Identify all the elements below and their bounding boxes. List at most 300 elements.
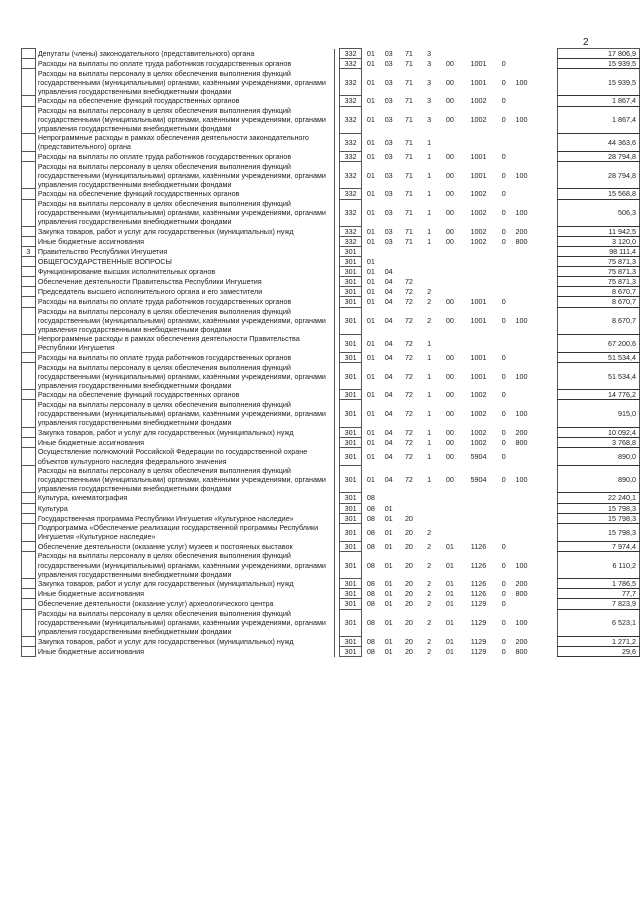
program-code: 71 bbox=[404, 226, 413, 236]
amount: 3 768,8 bbox=[557, 437, 639, 447]
program-code: 72 bbox=[404, 353, 413, 362]
main-activity-code: 00 bbox=[445, 427, 454, 437]
row-number bbox=[22, 162, 36, 189]
amount: 890,0 bbox=[557, 466, 639, 493]
subsection-code: 04 bbox=[384, 287, 393, 297]
direction-code: 1001 bbox=[470, 353, 487, 362]
expense-type-code: 200 bbox=[515, 427, 528, 437]
direction-code: 1129 bbox=[470, 599, 487, 609]
program-code: 71 bbox=[404, 49, 413, 58]
section-code: 01 bbox=[366, 170, 375, 180]
expense-type-code bbox=[512, 133, 532, 151]
expense-name: Закупка товаров, работ и услуг для государственных (муниципальных) нужд bbox=[35, 226, 334, 236]
column-gap bbox=[531, 427, 557, 437]
amount: 15 568,8 bbox=[557, 189, 639, 199]
program-code: 72 bbox=[404, 316, 413, 326]
direction-code: 1126 bbox=[470, 589, 487, 599]
program-code: 20 bbox=[404, 618, 413, 628]
program-code: 72 bbox=[404, 297, 413, 307]
main-activity-code bbox=[439, 257, 462, 267]
section-code: 01 bbox=[366, 152, 375, 162]
main-activity-code: 01 bbox=[445, 599, 454, 609]
table-row bbox=[22, 551, 640, 578]
column-gap bbox=[531, 599, 557, 609]
column-gap bbox=[531, 353, 557, 363]
subsection-code: 04 bbox=[384, 267, 393, 277]
main-activity-code bbox=[439, 334, 462, 352]
row-number bbox=[22, 152, 36, 162]
amount: 51 534,4 bbox=[557, 363, 639, 390]
direction-code bbox=[461, 493, 496, 503]
section-code: 01 bbox=[366, 371, 375, 381]
amount: 7 974,4 bbox=[557, 541, 639, 551]
section-code bbox=[362, 246, 379, 256]
row-number bbox=[22, 390, 36, 400]
direction-code: 1002 bbox=[470, 226, 487, 236]
program-code: 72 bbox=[404, 371, 413, 381]
expense-name: Непрограммные расходы в рамках обеспечения деятельности законодательного (представительного) органа bbox=[35, 133, 334, 151]
admin-code: 301 bbox=[339, 390, 362, 400]
expense-type-code bbox=[512, 390, 532, 400]
expense-type-code: 100 bbox=[515, 618, 528, 628]
direction-code bbox=[461, 287, 496, 297]
subsection-code: 01 bbox=[384, 513, 393, 523]
expense-type-code: 200 bbox=[515, 226, 528, 236]
subsection-code: 03 bbox=[384, 77, 393, 87]
expense-type-code bbox=[512, 152, 532, 162]
amount: 1 786,5 bbox=[557, 579, 639, 589]
admin-code: 332 bbox=[339, 106, 362, 133]
admin-code: 332 bbox=[339, 152, 362, 162]
admin-code: 301 bbox=[339, 427, 362, 437]
direction-code: 1129 bbox=[470, 646, 487, 656]
admin-code: 301 bbox=[339, 297, 362, 307]
subprogram-code: 1 bbox=[427, 427, 432, 437]
extra-code bbox=[496, 246, 512, 256]
table-row bbox=[22, 189, 640, 199]
table-row bbox=[22, 466, 640, 493]
subprogram-code bbox=[420, 513, 439, 523]
row-number bbox=[22, 503, 36, 513]
program-code: 71 bbox=[404, 236, 413, 246]
expense-type-code bbox=[512, 353, 532, 363]
program-code: 20 bbox=[404, 560, 413, 570]
row-number bbox=[22, 287, 36, 297]
direction-code bbox=[461, 257, 496, 267]
section-code: 01 bbox=[366, 474, 375, 484]
main-activity-code: 00 bbox=[445, 77, 454, 87]
column-gap bbox=[531, 246, 557, 256]
amount: 75 871,3 bbox=[557, 267, 639, 277]
program-code: 72 bbox=[404, 277, 413, 287]
expense-type-code: 800 bbox=[515, 437, 528, 447]
main-activity-code bbox=[439, 277, 462, 287]
column-gap bbox=[531, 447, 557, 465]
section-code: 01 bbox=[366, 137, 375, 147]
admin-code: 301 bbox=[339, 353, 362, 363]
row-number bbox=[22, 199, 36, 226]
admin-code: 301 bbox=[339, 363, 362, 390]
subprogram-code bbox=[420, 503, 439, 513]
main-activity-code: 01 bbox=[445, 618, 454, 628]
table-row bbox=[22, 69, 640, 96]
column-gap bbox=[531, 106, 557, 133]
subprogram-code bbox=[420, 277, 439, 287]
main-activity-code: 00 bbox=[445, 208, 454, 218]
expense-name: Председатель высшего исполнительного органа и его заместители bbox=[35, 287, 334, 297]
direction-code: 1129 bbox=[470, 618, 487, 628]
amount: 3 120,0 bbox=[557, 236, 639, 246]
extra-code: 0 bbox=[501, 636, 506, 646]
direction-code: 1002 bbox=[470, 208, 487, 218]
subprogram-code: 1 bbox=[427, 338, 432, 348]
section-code: 01 bbox=[366, 226, 375, 236]
subprogram-code: 3 bbox=[427, 115, 432, 125]
expense-name: Государственная программа Республики Ингушетия «Культурное наследие» bbox=[35, 513, 334, 523]
direction-code: 1001 bbox=[470, 59, 487, 69]
direction-code: 5904 bbox=[470, 474, 487, 484]
program-code: 71 bbox=[404, 96, 413, 106]
table-row bbox=[22, 199, 640, 226]
column-gap bbox=[531, 523, 557, 541]
row-number bbox=[22, 523, 36, 541]
row-number bbox=[22, 609, 36, 636]
admin-code: 301 bbox=[339, 437, 362, 447]
amount: 28 794,8 bbox=[557, 152, 639, 162]
row-number bbox=[22, 189, 36, 199]
subprogram-code: 1 bbox=[427, 152, 432, 162]
row-number bbox=[22, 297, 36, 307]
program-code: 72 bbox=[404, 474, 413, 484]
column-gap bbox=[531, 133, 557, 151]
expense-type-code: 200 bbox=[515, 579, 528, 589]
table-row bbox=[22, 390, 640, 400]
section-code: 01 bbox=[366, 316, 375, 326]
table-row bbox=[22, 363, 640, 390]
table-row bbox=[22, 523, 640, 541]
main-activity-code: 01 bbox=[445, 646, 454, 656]
expense-type-code: 100 bbox=[515, 560, 528, 570]
subsection-code: 01 bbox=[384, 541, 393, 551]
direction-code: 1001 bbox=[470, 371, 487, 381]
direction-code bbox=[461, 246, 496, 256]
program-code: 72 bbox=[404, 390, 413, 400]
table-row bbox=[22, 493, 640, 503]
expense-name: Расходы на выплаты персоналу в целях обеспечения выполнения функций государственными (муниципальными) органами, казёнными учреждениями, органами управления государственными внебюджетными фондами bbox=[35, 69, 334, 96]
expense-name: Расходы на выплаты по оплате труда работников государственных органов bbox=[35, 353, 334, 363]
admin-code: 332 bbox=[339, 236, 362, 246]
section-code: 01 bbox=[366, 338, 375, 348]
column-gap bbox=[531, 69, 557, 96]
table-row bbox=[22, 267, 640, 277]
direction-code bbox=[461, 267, 496, 277]
subprogram-code: 1 bbox=[427, 371, 432, 381]
section-code: 01 bbox=[366, 49, 375, 58]
row-number bbox=[22, 257, 36, 267]
table-row bbox=[22, 106, 640, 133]
admin-code: 301 bbox=[339, 334, 362, 352]
table-row bbox=[22, 297, 640, 307]
main-activity-code bbox=[439, 493, 462, 503]
extra-code: 0 bbox=[501, 152, 506, 162]
row-number bbox=[22, 236, 36, 246]
section-code: 08 bbox=[366, 527, 375, 537]
row-number bbox=[22, 427, 36, 437]
subsection-code: 04 bbox=[384, 451, 393, 461]
column-gap bbox=[531, 551, 557, 578]
extra-code: 0 bbox=[501, 589, 506, 599]
subsection-code: 03 bbox=[384, 115, 393, 125]
direction-code: 5904 bbox=[470, 451, 487, 461]
table-row bbox=[22, 579, 640, 589]
amount: 915,0 bbox=[557, 400, 639, 427]
program-code: 72 bbox=[404, 338, 413, 348]
row-number bbox=[22, 493, 36, 503]
expense-name: Расходы на выплаты персоналу в целях обеспечения выполнения функций государственными (муниципальными) органами, казёнными учреждениями, органами управления государственными внебюджетными фондами bbox=[35, 307, 334, 334]
direction-code: 1126 bbox=[470, 560, 487, 570]
main-activity-code: 00 bbox=[445, 115, 454, 125]
direction-code: 1001 bbox=[470, 297, 487, 307]
row-number bbox=[22, 541, 36, 551]
subsection-code: 03 bbox=[384, 226, 393, 236]
extra-code: 0 bbox=[501, 390, 506, 400]
expense-type-code: 800 bbox=[515, 589, 528, 599]
amount: 75 871,3 bbox=[557, 277, 639, 287]
main-activity-code bbox=[439, 49, 462, 59]
expense-name: Расходы на выплаты персоналу в целях обеспечения выполнения функций государственными (муниципальными) органами, казёнными учреждениями, органами управления государственными внебюджетными фондами bbox=[35, 400, 334, 427]
amount: 17 806,9 bbox=[557, 49, 639, 59]
admin-code: 301 bbox=[339, 277, 362, 287]
main-activity-code bbox=[439, 513, 462, 523]
main-activity-code: 00 bbox=[445, 236, 454, 246]
expense-type-code: 100 bbox=[515, 371, 528, 381]
direction-code: 1001 bbox=[470, 152, 487, 162]
amount: 15 798,3 bbox=[557, 523, 639, 541]
admin-code: 332 bbox=[339, 69, 362, 96]
admin-code: 332 bbox=[339, 96, 362, 106]
subsection-code: 01 bbox=[384, 560, 393, 570]
program-code: 72 bbox=[404, 427, 413, 437]
subprogram-code: 1 bbox=[427, 437, 432, 447]
extra-code: 0 bbox=[501, 427, 506, 437]
main-activity-code: 01 bbox=[445, 541, 454, 551]
extra-code: 0 bbox=[501, 371, 506, 381]
main-activity-code: 01 bbox=[445, 560, 454, 570]
table-row bbox=[22, 226, 640, 236]
subsection-code: 03 bbox=[384, 208, 393, 218]
extra-code: 0 bbox=[501, 226, 506, 236]
program-code bbox=[398, 493, 420, 503]
program-code: 71 bbox=[404, 189, 413, 199]
extra-code bbox=[496, 257, 512, 267]
subsection-code bbox=[379, 493, 398, 503]
amount: 51 534,4 bbox=[557, 353, 639, 363]
main-activity-code: 01 bbox=[445, 579, 454, 589]
direction-code: 1002 bbox=[470, 390, 487, 400]
subprogram-code: 1 bbox=[427, 353, 432, 362]
expense-type-code bbox=[512, 96, 532, 106]
column-gap bbox=[531, 162, 557, 189]
column-gap bbox=[531, 400, 557, 427]
row-number bbox=[22, 69, 36, 96]
extra-code: 0 bbox=[501, 96, 506, 106]
section-code: 08 bbox=[366, 636, 375, 646]
extra-code bbox=[496, 493, 512, 503]
amount: 6 110,2 bbox=[557, 551, 639, 578]
expense-type-code: 100 bbox=[515, 316, 528, 326]
expense-name: Расходы на выплаты персоналу в целях обеспечения выполнения функций государственными (муниципальными) органами, казёнными учреждениями, органами управления государственными внебюджетными фондами bbox=[35, 199, 334, 226]
direction-code: 1002 bbox=[470, 189, 487, 199]
expense-name: Расходы на выплаты по оплате труда работников государственных органов bbox=[35, 152, 334, 162]
expense-type-code bbox=[512, 257, 532, 267]
admin-code: 301 bbox=[339, 646, 362, 656]
subprogram-code: 1 bbox=[427, 409, 432, 419]
subprogram-code: 2 bbox=[427, 599, 432, 609]
subsection-code: 04 bbox=[384, 277, 393, 287]
budget-table bbox=[21, 48, 640, 657]
expense-type-code bbox=[512, 246, 532, 256]
table-row bbox=[22, 162, 640, 189]
subsection-code: 01 bbox=[384, 646, 393, 656]
row-number bbox=[22, 646, 36, 656]
extra-code: 0 bbox=[501, 437, 506, 447]
subprogram-code: 3 bbox=[427, 96, 432, 106]
column-gap bbox=[531, 363, 557, 390]
program-code: 71 bbox=[404, 137, 413, 147]
row-number bbox=[22, 96, 36, 106]
column-gap bbox=[531, 226, 557, 236]
amount: 67 200,6 bbox=[557, 334, 639, 352]
subprogram-code: 2 bbox=[427, 646, 432, 656]
expense-type-code bbox=[512, 447, 532, 465]
expense-name: Обеспечение деятельности (оказание услуг) археологического центра bbox=[35, 599, 334, 609]
table-row bbox=[22, 307, 640, 334]
expense-name: Иные бюджетные ассигнования bbox=[35, 646, 334, 656]
row-number bbox=[22, 599, 36, 609]
amount: 10 092,4 bbox=[557, 427, 639, 437]
amount: 8 670,7 bbox=[557, 287, 639, 297]
direction-code bbox=[461, 277, 496, 287]
admin-code: 301 bbox=[339, 267, 362, 277]
extra-code: 0 bbox=[501, 409, 506, 419]
main-activity-code: 00 bbox=[445, 96, 454, 106]
section-code: 01 bbox=[366, 257, 375, 267]
extra-code: 0 bbox=[501, 316, 506, 326]
amount: 44 363,6 bbox=[557, 133, 639, 151]
admin-code: 301 bbox=[339, 523, 362, 541]
section-code: 08 bbox=[366, 579, 375, 589]
program-code: 20 bbox=[404, 636, 413, 646]
amount: 8 670,7 bbox=[557, 307, 639, 334]
expense-type-code bbox=[512, 49, 532, 59]
subprogram-code: 3 bbox=[427, 77, 432, 87]
section-code: 08 bbox=[366, 599, 375, 609]
main-activity-code: 00 bbox=[445, 474, 454, 484]
program-code: 71 bbox=[404, 208, 413, 218]
amount: 14 776,2 bbox=[557, 390, 639, 400]
main-activity-code: 00 bbox=[445, 170, 454, 180]
extra-code bbox=[496, 49, 512, 59]
admin-code: 332 bbox=[339, 162, 362, 189]
program-code: 72 bbox=[404, 287, 413, 297]
column-gap bbox=[531, 437, 557, 447]
direction-code: 1001 bbox=[470, 77, 487, 87]
program-code bbox=[398, 246, 420, 256]
main-activity-code bbox=[439, 503, 462, 513]
table-row bbox=[22, 152, 640, 162]
main-activity-code: 00 bbox=[445, 451, 454, 461]
row-number bbox=[22, 307, 36, 334]
amount: 8 670,7 bbox=[557, 297, 639, 307]
subprogram-code: 3 bbox=[427, 49, 432, 58]
main-activity-code bbox=[439, 287, 462, 297]
section-code: 08 bbox=[366, 541, 375, 551]
expense-type-code bbox=[512, 599, 532, 609]
row-number bbox=[22, 267, 36, 277]
main-activity-code: 00 bbox=[445, 409, 454, 419]
admin-code: 301 bbox=[339, 503, 362, 513]
expense-type-code bbox=[512, 277, 532, 287]
main-activity-code: 00 bbox=[445, 226, 454, 236]
row-number bbox=[22, 277, 36, 287]
expense-type-code bbox=[512, 523, 532, 541]
expense-name: Подпрограмма «Обеспечение реализации государственной программы Республики Ингушетия «Культурное наследие» bbox=[35, 523, 334, 541]
admin-code: 301 bbox=[339, 541, 362, 551]
expense-name: Иные бюджетные ассигнования bbox=[35, 437, 334, 447]
row-number bbox=[22, 106, 36, 133]
column-gap bbox=[531, 189, 557, 199]
expense-name: Расходы на выплаты персоналу в целях обеспечения выполнения функций государственными (муниципальными) органами, казёнными учреждениями, органами управления государственными внебюджетными фондами bbox=[35, 609, 334, 636]
main-activity-code bbox=[439, 246, 462, 256]
column-gap bbox=[531, 579, 557, 589]
amount: 11 942,5 bbox=[557, 226, 639, 236]
expense-name: Иные бюджетные ассигнования bbox=[35, 589, 334, 599]
table-row bbox=[22, 437, 640, 447]
program-code: 71 bbox=[404, 170, 413, 180]
subsection-code: 04 bbox=[384, 371, 393, 381]
extra-code bbox=[496, 133, 512, 151]
subsection-code bbox=[379, 246, 398, 256]
admin-code: 301 bbox=[339, 551, 362, 578]
admin-code: 301 bbox=[339, 599, 362, 609]
subsection-code: 03 bbox=[384, 59, 393, 69]
admin-code: 301 bbox=[339, 636, 362, 646]
section-code: 01 bbox=[366, 390, 375, 400]
admin-code: 332 bbox=[339, 133, 362, 151]
extra-code: 0 bbox=[501, 579, 506, 589]
table-row bbox=[22, 353, 640, 363]
table-row bbox=[22, 646, 640, 656]
admin-code: 301 bbox=[339, 447, 362, 465]
expense-type-code: 100 bbox=[515, 115, 528, 125]
subprogram-code bbox=[420, 493, 439, 503]
subsection-code: 03 bbox=[384, 96, 393, 106]
program-code: 20 bbox=[404, 579, 413, 589]
section-code: 01 bbox=[366, 115, 375, 125]
program-code: 72 bbox=[404, 437, 413, 447]
subsection-code: 01 bbox=[384, 636, 393, 646]
section-code: 01 bbox=[366, 77, 375, 87]
table-row bbox=[22, 277, 640, 287]
expense-type-code bbox=[512, 297, 532, 307]
subsection-code: 04 bbox=[384, 437, 393, 447]
subprogram-code: 1 bbox=[427, 390, 432, 400]
admin-code: 332 bbox=[339, 59, 362, 69]
budget-table-body bbox=[22, 49, 640, 657]
subsection-code: 03 bbox=[384, 189, 393, 199]
subprogram-code: 2 bbox=[427, 541, 432, 551]
subsection-code: 01 bbox=[384, 527, 393, 537]
